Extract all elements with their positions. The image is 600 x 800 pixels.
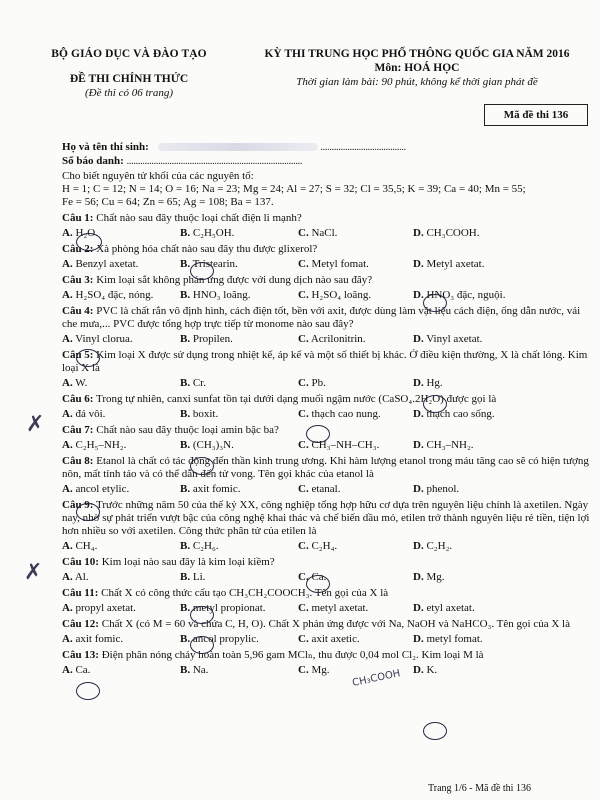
- option-letter: C.: [298, 540, 309, 552]
- question-text: Điện phân nóng chảy hoàn toàn 5,96 gam MClₙ, thu được 0,04 mol Cl₂. Kim loại M là: [101, 649, 484, 661]
- question: [62, 393, 590, 421]
- option-text: Hg.: [426, 377, 443, 389]
- question-label: Câu 5:: [62, 349, 94, 361]
- option-letter: C.: [298, 289, 309, 301]
- option-text: metyl fomat.: [426, 633, 483, 645]
- handwritten-note: CH₃COOH: [351, 668, 402, 689]
- question: [62, 455, 590, 496]
- answer-option: [180, 333, 298, 346]
- answer-option: [413, 258, 531, 271]
- id-field: [62, 155, 582, 169]
- question-stem: [62, 499, 590, 538]
- option-letter: D.: [413, 483, 424, 495]
- question-text: PVC là chất rắn vô định hình, cách điện tốt, bền với axit, được dùng làm vật liệu cách điện, ống dẫn nước, vải che mưa,... PVC được tổng hợp trực tiếp từ monome nào sau đây?: [62, 305, 581, 330]
- question-label: Câu 3:: [62, 274, 94, 286]
- answer-option: [180, 377, 298, 390]
- answer-option: [298, 377, 413, 390]
- option-letter: B.: [180, 333, 191, 345]
- question-label: Câu 11:: [62, 587, 99, 599]
- option-letter: A.: [62, 439, 73, 451]
- option-letter: A.: [62, 227, 73, 239]
- question: [62, 424, 590, 452]
- question-label: Câu 10:: [62, 556, 99, 568]
- option-text: CH₃COOH.: [426, 227, 480, 239]
- option-text: Benzyl axetat.: [75, 258, 139, 270]
- option-letter: C.: [298, 571, 309, 583]
- option-text: metyl propionat.: [192, 602, 266, 614]
- option-letter: D.: [413, 664, 424, 676]
- answer-option: [298, 333, 413, 346]
- option-text: etyl axetat.: [426, 602, 475, 614]
- option-text: C₂H₅–NH₂.: [75, 439, 127, 451]
- option-text: Na.: [192, 664, 209, 676]
- question-stem: [62, 305, 590, 331]
- question-label: Câu 6:: [62, 393, 94, 405]
- intro-line: Cho biết nguyên tử khối của các nguyên tố:: [62, 170, 254, 182]
- question-text: Etanol là chất có tác động đến thần kinh trung ương. Khi hàm lượng etanol trong máu tăng cao sẽ có hiện tượng nôn, mất tỉnh táo và có thể dẫn đến tử vong. Tên gọi khác của etanol là: [62, 455, 589, 480]
- answer-option: [298, 227, 413, 240]
- answer-option: [180, 540, 298, 553]
- option-text: thạch cao nung.: [311, 408, 381, 420]
- candidate-fields: [62, 141, 582, 169]
- option-text: HNO₃ đặc, nguội.: [426, 289, 506, 301]
- option-letter: B.: [180, 258, 191, 270]
- answer-options: [62, 664, 590, 677]
- question-label: Câu 12:: [62, 618, 99, 630]
- answer-option: [180, 258, 298, 271]
- option-letter: A.: [62, 602, 73, 614]
- option-text: axit axetic.: [311, 633, 360, 645]
- question-stem: [62, 587, 590, 600]
- answer-options: [62, 333, 590, 346]
- question-label: Câu 1:: [62, 212, 94, 224]
- answer-option: [413, 540, 531, 553]
- option-letter: D.: [413, 227, 424, 239]
- answer-options: [62, 602, 590, 615]
- question: [62, 305, 590, 346]
- question-text: Trước những năm 50 của thế kỷ XX, công nghiệp tổng hợp hữu cơ dựa trên nguyên liệu chính là axetilen. Ngày nay, nhờ sự phát triển vượt bậc của công nghệ khai thác và chế biến dầu mỏ, etilen trở thành nguyên liệu rẻ tiền, tiện lợi hơn nhiều so với axetilen. Công thức phân tử của etilen là: [62, 499, 590, 537]
- answer-options: [62, 540, 590, 553]
- option-letter: A.: [62, 571, 73, 583]
- option-letter: C.: [298, 227, 309, 239]
- option-letter: A.: [62, 483, 73, 495]
- option-letter: D.: [413, 633, 424, 645]
- answer-option: [62, 483, 180, 496]
- answer-options: [62, 571, 590, 584]
- option-letter: D.: [413, 408, 424, 420]
- answer-option: [413, 377, 531, 390]
- answer-option: [298, 439, 413, 452]
- answer-option: [62, 664, 180, 677]
- option-letter: D.: [413, 571, 424, 583]
- question: [62, 618, 590, 646]
- answer-option: [298, 408, 413, 421]
- page-footer: Trang 1/6 - Mã đề thi 136: [428, 783, 531, 794]
- option-text: (CH₃)₃N.: [192, 439, 234, 451]
- question-label: Câu 9:: [62, 499, 94, 511]
- id-dots: ..............................................................................: [126, 155, 303, 167]
- question-stem: [62, 424, 590, 437]
- atomic-masses-line: H = 1; C = 12; N = 14; O = 16; Na = 23; Mg = 24; Al = 27; S = 32; Cl = 35,5; K = 39; Ca = 40; Mn = 55;: [62, 183, 526, 195]
- option-letter: D.: [413, 258, 424, 270]
- option-letter: D.: [413, 377, 424, 389]
- option-letter: D.: [413, 602, 424, 614]
- option-text: Al.: [74, 571, 89, 583]
- option-text: ancol propylic.: [192, 633, 259, 645]
- header-left: [14, 48, 244, 100]
- question-label: Câu 4:: [62, 305, 94, 317]
- option-letter: D.: [413, 540, 424, 552]
- option-text: C₂H₂.: [426, 540, 453, 552]
- question-text: Kim loại nào sau đây là kim loại kiềm?: [101, 556, 275, 568]
- question: [62, 499, 590, 553]
- option-letter: C.: [298, 633, 309, 645]
- subject: Môn: HOÁ HỌC: [374, 62, 460, 74]
- option-letter: B.: [180, 664, 191, 676]
- name-field: [62, 141, 582, 155]
- question-stem: [62, 455, 590, 481]
- answer-option: [62, 333, 180, 346]
- option-text: Cr.: [192, 377, 206, 389]
- option-text: etanal.: [311, 483, 341, 495]
- option-text: Acrilonitrin.: [310, 333, 366, 345]
- answer-option: [413, 571, 531, 584]
- answer-options: [62, 289, 590, 302]
- option-text: thạch cao sống.: [426, 408, 495, 420]
- option-text: metyl axetat.: [311, 602, 369, 614]
- option-letter: B.: [180, 633, 191, 645]
- option-text: NaCl.: [311, 227, 338, 239]
- question-text: Chất nào sau đây thuộc loại chất điện li mạnh?: [96, 212, 302, 224]
- option-text: axit fomic.: [75, 633, 124, 645]
- option-letter: A.: [62, 664, 73, 676]
- answer-option: [298, 602, 413, 615]
- option-letter: B.: [180, 408, 191, 420]
- option-text: Li.: [192, 571, 206, 583]
- question-text: Chất X có công thức cấu tạo CH₃CH₂COOCH₃. Tên gọi của X là: [101, 587, 389, 599]
- option-text: C₂H₅OH.: [192, 227, 235, 239]
- answer-option: [298, 540, 413, 553]
- option-text: Mg.: [426, 571, 445, 583]
- option-letter: B.: [180, 227, 191, 239]
- time-note: Thời gian làm bài: 90 phút, không kể thời gian phát đề: [296, 76, 538, 88]
- option-letter: A.: [62, 408, 73, 420]
- question-stem: [62, 556, 590, 569]
- answer-option: [180, 439, 298, 452]
- option-letter: C.: [298, 408, 309, 420]
- question-label: Câu 13:: [62, 649, 99, 661]
- official-label: ĐỀ THI CHÍNH THỨC: [69, 73, 189, 85]
- option-text: C₂H₆.: [192, 540, 219, 552]
- redacted-name: [158, 143, 318, 151]
- option-text: Metyl fomat.: [311, 258, 369, 270]
- option-text: Propilen.: [192, 333, 233, 345]
- option-text: W.: [75, 377, 88, 389]
- pen-tick-mark: ✗: [26, 412, 45, 437]
- option-text: boxit.: [192, 408, 219, 420]
- option-letter: C.: [298, 377, 309, 389]
- answer-option: [180, 602, 298, 615]
- option-text: propyl axetat.: [75, 602, 136, 614]
- option-letter: B.: [180, 377, 191, 389]
- option-text: Pb.: [311, 377, 326, 389]
- option-letter: A.: [62, 540, 73, 552]
- question: [62, 349, 590, 390]
- answer-option: [180, 664, 298, 677]
- option-text: CH₃–NH–CH₃.: [311, 439, 380, 451]
- option-text: H₂O.: [75, 227, 98, 239]
- answer-option: [413, 333, 531, 346]
- answer-option: [62, 633, 180, 646]
- question-stem: [62, 349, 590, 375]
- option-letter: B.: [180, 483, 191, 495]
- question-text: Chất X (có M = 60 và chứa C, H, O). Chất X phản ứng được với Na, NaOH và NaHCO₃. Tên gọi của X là: [101, 618, 570, 630]
- answer-option: [298, 664, 413, 677]
- pen-tick-mark: ✗: [24, 560, 43, 585]
- answer-option: [413, 289, 531, 302]
- question-text: Chất nào sau đây thuộc loại amin bậc ba?: [96, 424, 279, 436]
- option-text: C₂H₄.: [311, 540, 338, 552]
- question: [62, 556, 590, 584]
- option-text: Ca.: [75, 664, 91, 676]
- option-text: Mg.: [311, 664, 330, 676]
- answer-option: [62, 289, 180, 302]
- exam-code-box: Mã đề thi 136: [484, 104, 588, 126]
- answer-options: [62, 227, 590, 240]
- option-letter: B.: [180, 289, 191, 301]
- option-text: Ca.: [311, 571, 327, 583]
- question-label: Câu 2:: [62, 243, 94, 255]
- question: [62, 212, 590, 240]
- option-letter: C.: [298, 258, 309, 270]
- answer-options: [62, 633, 590, 646]
- id-label: Số báo danh:: [62, 155, 124, 167]
- option-letter: D.: [413, 333, 424, 345]
- question: [62, 274, 590, 302]
- option-letter: C.: [298, 483, 309, 495]
- option-letter: A.: [62, 289, 73, 301]
- option-text: phenol.: [426, 483, 460, 495]
- answer-option: [180, 571, 298, 584]
- answer-options: [62, 258, 590, 271]
- question-label: Câu 8:: [62, 455, 94, 467]
- answer-option: [62, 602, 180, 615]
- option-text: Vinyl clorua.: [75, 333, 133, 345]
- ministry-name: BỘ GIÁO DỤC VÀ ĐÀO TẠO: [51, 48, 207, 60]
- answer-option: [298, 571, 413, 584]
- answer-circle: [423, 722, 447, 740]
- option-letter: A.: [62, 258, 73, 270]
- question-stem: [62, 649, 590, 662]
- option-letter: C.: [298, 664, 309, 676]
- answer-option: [62, 571, 180, 584]
- option-text: HNO₃ loãng.: [192, 289, 251, 301]
- option-text: K.: [426, 664, 438, 676]
- question-text: Kim loại X được sử dụng trong nhiệt kế, áp kế và một số thiết bị khác. Ở điều kiện thường, X là chất lỏng. Kim loại X là: [62, 349, 588, 374]
- answer-option: [298, 289, 413, 302]
- answer-option: [180, 408, 298, 421]
- answer-option: [413, 408, 531, 421]
- question: [62, 243, 590, 271]
- question: [62, 649, 590, 677]
- answer-option: [413, 664, 531, 677]
- option-text: Metyl axetat.: [426, 258, 485, 270]
- answer-option: [413, 439, 531, 452]
- question-list: [62, 212, 590, 677]
- option-text: H₂SO₄ loãng.: [311, 289, 372, 301]
- option-letter: C.: [298, 602, 309, 614]
- option-text: CH₃–NH₂.: [426, 439, 474, 451]
- question-stem: [62, 243, 590, 256]
- option-letter: B.: [180, 602, 191, 614]
- answer-option: [180, 227, 298, 240]
- answer-option: [180, 633, 298, 646]
- answer-circle: [76, 682, 100, 700]
- option-letter: C.: [298, 333, 309, 345]
- question-label: Câu 7:: [62, 424, 94, 436]
- answer-option: [298, 258, 413, 271]
- answer-options: [62, 408, 590, 421]
- answer-option: [180, 483, 298, 496]
- answer-options: [62, 483, 590, 496]
- answer-option: [298, 483, 413, 496]
- option-text: ancol etylic.: [75, 483, 130, 495]
- answer-option: [413, 483, 531, 496]
- option-text: CH₄.: [75, 540, 98, 552]
- question-stem: [62, 618, 590, 631]
- answer-options: [62, 377, 590, 390]
- question-stem: [62, 212, 590, 225]
- answer-options: [62, 439, 590, 452]
- option-text: axit fomic.: [192, 483, 241, 495]
- option-letter: B.: [180, 540, 191, 552]
- question-text: Xà phòng hóa chất nào sau đây thu được glixerol?: [96, 243, 318, 255]
- option-letter: D.: [413, 439, 424, 451]
- option-text: Tristearin.: [192, 258, 238, 270]
- question-stem: [62, 393, 590, 406]
- option-text: H₂SO₄ đặc, nóng.: [75, 289, 154, 301]
- pages-note: (Đề thi có 06 trang): [85, 87, 173, 99]
- answer-option: [62, 377, 180, 390]
- answer-option: [180, 289, 298, 302]
- answer-option: [62, 258, 180, 271]
- answer-option: [298, 633, 413, 646]
- exam-title: KỲ THI TRUNG HỌC PHỔ THÔNG QUỐC GIA NĂM 2016: [264, 48, 570, 60]
- option-letter: B.: [180, 439, 191, 451]
- answer-option: [413, 227, 531, 240]
- name-dots: ......................................: [320, 141, 406, 153]
- answer-option: [62, 439, 180, 452]
- header-right: [238, 48, 596, 89]
- atomic-masses-line: Fe = 56; Cu = 64; Zn = 65; Ag = 108; Ba = 137.: [62, 196, 274, 208]
- answer-option: [62, 227, 180, 240]
- option-letter: A.: [62, 333, 73, 345]
- question: [62, 587, 590, 615]
- name-label: Họ và tên thí sinh:: [62, 141, 149, 153]
- option-letter: A.: [62, 633, 73, 645]
- answer-option: [62, 408, 180, 421]
- question-text: Trong tự nhiên, canxi sunfat tồn tại dưới dạng muối ngậm nước (CaSO₄.2H₂O) được gọi là: [96, 393, 497, 405]
- option-text: đá vôi.: [75, 408, 106, 420]
- option-letter: A.: [62, 377, 73, 389]
- option-text: Vinyl axetat.: [426, 333, 483, 345]
- answer-option: [62, 540, 180, 553]
- option-letter: D.: [413, 289, 424, 301]
- question-stem: [62, 274, 590, 287]
- question-text: Kim loại sắt không phản ứng được với dung dịch nào sau đây?: [96, 274, 373, 286]
- exam-content: [62, 170, 590, 677]
- answer-option: [413, 633, 531, 646]
- option-letter: C.: [298, 439, 309, 451]
- option-letter: B.: [180, 571, 191, 583]
- answer-option: [413, 602, 531, 615]
